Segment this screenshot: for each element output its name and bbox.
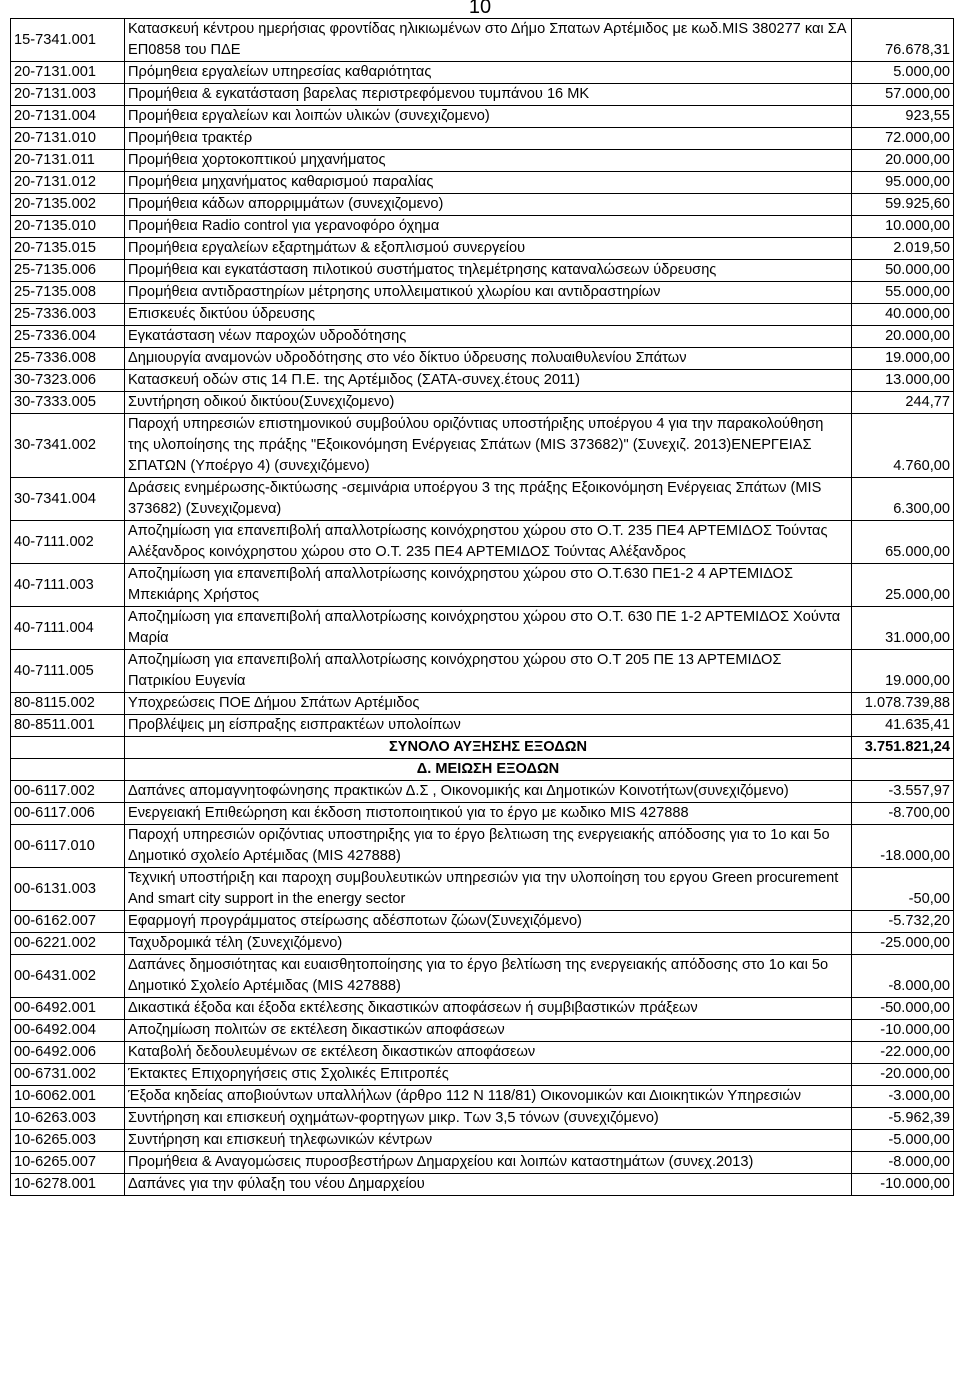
amount: 55.000,00 bbox=[852, 282, 954, 304]
amount: 6.300,00 bbox=[852, 478, 954, 521]
amount: -3.000,00 bbox=[852, 1086, 954, 1108]
total-row bbox=[11, 737, 954, 759]
amount: -20.000,00 bbox=[852, 1064, 954, 1086]
amount: -22.000,00 bbox=[852, 1042, 954, 1064]
description: Προμήθεια Radio control για γερανοφόρο όχημα bbox=[125, 216, 852, 238]
description: Προμήθεια εργαλείων εξαρτημάτων & εξοπλισμού συνεργείου bbox=[125, 238, 852, 260]
table-row bbox=[11, 650, 954, 693]
description: Επισκευές δικτύου ύδρευσης bbox=[125, 304, 852, 326]
table-row bbox=[11, 693, 954, 715]
table-row bbox=[11, 392, 954, 414]
table-row bbox=[11, 803, 954, 825]
account-code: 20-7131.004 bbox=[11, 106, 125, 128]
description: Παροχή υπηρεσιών επιστημονικού συμβούλου οριζόντιας υποστήριξης υποέργου 4 για την παρακολούθηση της υλοποίησης της πράξης "Εξοικονόμηση Ενέργειας Σπάτων (MIS 373682)" (Συνεχιζ. 2013)ΕΝΕΡΓΕΙΑΣ ΣΠΑΤΩΝ (Υποέργο 4) (συνεχιζόμενο) bbox=[125, 414, 852, 478]
account-code: 25-7135.008 bbox=[11, 282, 125, 304]
account-code: 20-7131.012 bbox=[11, 172, 125, 194]
table-row bbox=[11, 370, 954, 392]
account-code: 10-6278.001 bbox=[11, 1174, 125, 1196]
description: Αποζημίωση για επανεπιβολή απαλλοτρίωσης κοινόχρηστου χώρου στο Ο.Τ. 235 ΠΕ4 ΑΡΤΕΜΙΔΟΣ Τούντας Αλέξανδρος κοινόχρηστου χώρου στο Ο.Τ. 235 ΠΕ4 ΑΡΤΕΜΙΔΟΣ Τούντας Αλέξανδρος bbox=[125, 521, 852, 564]
table-row bbox=[11, 84, 954, 106]
amount: 2.019,50 bbox=[852, 238, 954, 260]
account-code: 30-7323.006 bbox=[11, 370, 125, 392]
table-row bbox=[11, 172, 954, 194]
table-row bbox=[11, 715, 954, 737]
amount: -8.700,00 bbox=[852, 803, 954, 825]
amount: 20.000,00 bbox=[852, 326, 954, 348]
table-row bbox=[11, 1064, 954, 1086]
description: Αποζημίωση για επανεπιβολή απαλλοτρίωσης κοινόχρηστου χώρου στο Ο.Τ.630 ΠΕ1-2 4 ΑΡΤΕΜΙΔΟΣ Μπεκιάρης Χρήστος bbox=[125, 564, 852, 607]
account-code: 40-7111.004 bbox=[11, 607, 125, 650]
account-code: 10-6265.007 bbox=[11, 1152, 125, 1174]
account-code: 30-7333.005 bbox=[11, 392, 125, 414]
section-amount-cell bbox=[852, 759, 954, 781]
account-code: 25-7336.004 bbox=[11, 326, 125, 348]
amount: 19.000,00 bbox=[852, 348, 954, 370]
table-row bbox=[11, 825, 954, 868]
amount: 923,55 bbox=[852, 106, 954, 128]
amount: 244,77 bbox=[852, 392, 954, 414]
amount: 57.000,00 bbox=[852, 84, 954, 106]
amount: -25.000,00 bbox=[852, 933, 954, 955]
account-code: 00-6131.003 bbox=[11, 868, 125, 911]
table-row bbox=[11, 128, 954, 150]
table-row bbox=[11, 911, 954, 933]
account-code: 10-6062.001 bbox=[11, 1086, 125, 1108]
account-code: 15-7341.001 bbox=[11, 19, 125, 62]
amount: -18.000,00 bbox=[852, 825, 954, 868]
table-row bbox=[11, 607, 954, 650]
table-row bbox=[11, 304, 954, 326]
description: Δικαστικά έξοδα και έξοδα εκτέλεσης δικαστικών αποφάσεων ή συμβιβαστικών πράξεων bbox=[125, 998, 852, 1020]
description: Προβλέψεις μη είσπραξης εισπρακτέων υπολοίπων bbox=[125, 715, 852, 737]
account-code: 00-6117.010 bbox=[11, 825, 125, 868]
description: Προμήθεια & εγκατάσταση βαρελας περιστρεφόμενου τυμπάνου 16 ΜΚ bbox=[125, 84, 852, 106]
account-code: 00-6117.002 bbox=[11, 781, 125, 803]
description: Προμήθεια αντιδραστηρίων μέτρησης υπολλειματικού χλωρίου και αντιδραστηρίων bbox=[125, 282, 852, 304]
account-code: 80-8115.002 bbox=[11, 693, 125, 715]
description: Εγκατάσταση νέων παροχών υδροδότησης bbox=[125, 326, 852, 348]
amount: 1.078.739,88 bbox=[852, 693, 954, 715]
description: Δαπάνες απομαγνητοφώνησης πρακτικών Δ.Σ , Οικονομικής και Δημοτικών Κοινοτήτων(συνεχιζόμενο) bbox=[125, 781, 852, 803]
table-row bbox=[11, 868, 954, 911]
amount: -50.000,00 bbox=[852, 998, 954, 1020]
amount: 31.000,00 bbox=[852, 607, 954, 650]
account-code: 00-6492.001 bbox=[11, 998, 125, 1020]
amount: 19.000,00 bbox=[852, 650, 954, 693]
description: Εφαρμογή προγράμματος στείρωσης αδέσποτων ζώων(Συνεχιζόμενο) bbox=[125, 911, 852, 933]
table-row bbox=[11, 216, 954, 238]
description: Προμήθεια κάδων απορριμμάτων (συνεχιζομενο) bbox=[125, 194, 852, 216]
account-code: 20-7135.015 bbox=[11, 238, 125, 260]
table-row bbox=[11, 19, 954, 62]
account-code: 00-6731.002 bbox=[11, 1064, 125, 1086]
description: Δράσεις ενημέρωσης-δικτύωσης -σεμινάρια υποέργου 3 της πράξης Εξοικονόμηση Ενέργειας Σπάτων (MIS 373682) (Συνεχιζομενα) bbox=[125, 478, 852, 521]
description: Αποζημίωση για επανεπιβολή απαλλοτρίωσης κοινόχρηστου χώρου στο Ο.Τ. 630 ΠΕ 1-2 ΑΡΤΕΜΙΔΟΣ Χούντα Μαρία bbox=[125, 607, 852, 650]
account-code: 30-7341.004 bbox=[11, 478, 125, 521]
description: Κατασκευή κέντρου ημερήσιας φροντίδας ηλικιωμένων στο Δήμο Σπατων Αρτέμιδος με κωδ.MIS 380277 και ΣΑ ΕΠ0858 του ΠΔΕ bbox=[125, 19, 852, 62]
description: Προμήθεια και εγκατάσταση πιλοτικού συστήματος τηλεμέτρησης καταναλώσεων ύδρευσης bbox=[125, 260, 852, 282]
amount: -8.000,00 bbox=[852, 955, 954, 998]
description: Υποχρεώσεις ΠΟΕ Δήμου Σπάτων Αρτέμιδος bbox=[125, 693, 852, 715]
account-code: 20-7135.010 bbox=[11, 216, 125, 238]
amount: 76.678,31 bbox=[852, 19, 954, 62]
description: Τεχνική υποστήριξη και παροχη συμβουλευτικών υπηρεσιών για την υλοποίηση του εργου Green procurement And smart city support in the energy sector bbox=[125, 868, 852, 911]
account-code: 20-7131.001 bbox=[11, 62, 125, 84]
amount: 72.000,00 bbox=[852, 128, 954, 150]
table-row bbox=[11, 933, 954, 955]
description: Ταχυδρομικά τέλη (Συνεχιζόμενο) bbox=[125, 933, 852, 955]
amount: -5.962,39 bbox=[852, 1108, 954, 1130]
description: Καταβολή δεδουλευμένων σε εκτέλεση δικαστικών αποφάσεων bbox=[125, 1042, 852, 1064]
table-row bbox=[11, 521, 954, 564]
account-code: 40-7111.002 bbox=[11, 521, 125, 564]
amount: -3.557,97 bbox=[852, 781, 954, 803]
description: Έξοδα κηδείας αποβιούντων υπαλλήλων (άρθρο 112 Ν 118/81) Οικονομικών και Διοικητικών Υπηρεσιών bbox=[125, 1086, 852, 1108]
account-code: 20-7135.002 bbox=[11, 194, 125, 216]
amount: 65.000,00 bbox=[852, 521, 954, 564]
amount: 95.000,00 bbox=[852, 172, 954, 194]
account-code: 00-6431.002 bbox=[11, 955, 125, 998]
table-row bbox=[11, 326, 954, 348]
table-row bbox=[11, 564, 954, 607]
table-row bbox=[11, 478, 954, 521]
description: Προμήθεια τρακτέρ bbox=[125, 128, 852, 150]
budget-rows-increase bbox=[11, 19, 954, 737]
description: Προμήθεια εργαλείων και λοιπών υλικών (συνεχιζομενο) bbox=[125, 106, 852, 128]
section-heading-row bbox=[11, 759, 954, 781]
table-row bbox=[11, 1108, 954, 1130]
table-row bbox=[11, 955, 954, 998]
account-code: 25-7336.003 bbox=[11, 304, 125, 326]
total-increase-block bbox=[11, 737, 954, 781]
amount: 5.000,00 bbox=[852, 62, 954, 84]
section-code-cell bbox=[11, 759, 125, 781]
account-code: 10-6263.003 bbox=[11, 1108, 125, 1130]
amount: 25.000,00 bbox=[852, 564, 954, 607]
page-number: 10 bbox=[468, 0, 492, 18]
description: Δαπάνες δημοσιότητας και ευαισθητοποίησης για το έργο βελτίωση της ενεργειακής απόδοσης στο 1ο και 5ο Δημοτικό Σχολείο Αρτέμιδας (MIS 427888) bbox=[125, 955, 852, 998]
amount: -10.000,00 bbox=[852, 1174, 954, 1196]
total-label: ΣΥΝΟΛΟ ΑΥΞΗΣΗΣ ΕΞΟΔΩΝ bbox=[125, 737, 852, 759]
amount: -5.732,20 bbox=[852, 911, 954, 933]
table-row bbox=[11, 348, 954, 370]
table-row bbox=[11, 414, 954, 478]
amount: -8.000,00 bbox=[852, 1152, 954, 1174]
description: Συντήρηση οδικού δικτύου(Συνεχιζομενο) bbox=[125, 392, 852, 414]
description: Παροχή υπηρεσιών οριζόντιας υποστηριξης για το έργο βελτιωση της ενεργειακής απόδοσης για το 1ο και 5ο Δημοτικό σχολείο Αρτέμιδας (MIS 427888) bbox=[125, 825, 852, 868]
account-code: 00-6117.006 bbox=[11, 803, 125, 825]
description: Πρόμηθεια εργαλείων υπηρεσίας καθαριότητας bbox=[125, 62, 852, 84]
amount: -10.000,00 bbox=[852, 1020, 954, 1042]
table-row bbox=[11, 282, 954, 304]
description: Συντήρηση και επισκευή τηλεφωνικών κέντρων bbox=[125, 1130, 852, 1152]
table-row bbox=[11, 1152, 954, 1174]
amount: 40.000,00 bbox=[852, 304, 954, 326]
budget-rows-decrease bbox=[11, 781, 954, 1196]
table-row bbox=[11, 238, 954, 260]
account-code: 00-6162.007 bbox=[11, 911, 125, 933]
account-code: 25-7336.008 bbox=[11, 348, 125, 370]
amount: 13.000,00 bbox=[852, 370, 954, 392]
table-row bbox=[11, 1130, 954, 1152]
account-code: 20-7131.003 bbox=[11, 84, 125, 106]
table-row bbox=[11, 194, 954, 216]
account-code: 30-7341.002 bbox=[11, 414, 125, 478]
account-code: 40-7111.005 bbox=[11, 650, 125, 693]
table-row bbox=[11, 998, 954, 1020]
amount: -5.000,00 bbox=[852, 1130, 954, 1152]
total-code-cell bbox=[11, 737, 125, 759]
account-code: 80-8511.001 bbox=[11, 715, 125, 737]
amount: 4.760,00 bbox=[852, 414, 954, 478]
table-row bbox=[11, 781, 954, 803]
amount: -50,00 bbox=[852, 868, 954, 911]
table-row bbox=[11, 1020, 954, 1042]
description: Δαπάνες για την φύλαξη του νέου Δημαρχείου bbox=[125, 1174, 852, 1196]
table-row bbox=[11, 260, 954, 282]
budget-table bbox=[10, 18, 954, 1196]
description: Δημιουργία αναμονών υδροδότησης στο νέο δίκτυο ύδρευσης πολυαιθυλενίου Σπάτων bbox=[125, 348, 852, 370]
table-row bbox=[11, 106, 954, 128]
account-code: 10-6265.003 bbox=[11, 1130, 125, 1152]
section-heading: Δ. ΜΕΙΩΣΗ ΕΞΟΔΩΝ bbox=[125, 759, 852, 781]
description: Έκτακτες Επιχορηγήσεις στις Σχολικές Επιτροπές bbox=[125, 1064, 852, 1086]
table-row bbox=[11, 1042, 954, 1064]
amount: 50.000,00 bbox=[852, 260, 954, 282]
table-row bbox=[11, 62, 954, 84]
table-row bbox=[11, 1174, 954, 1196]
account-code: 20-7131.010 bbox=[11, 128, 125, 150]
description: Αποζημίωση πολιτών σε εκτέλεση δικαστικών αποφάσεων bbox=[125, 1020, 852, 1042]
description: Προμήθεια μηχανήματος καθαρισμού παραλίας bbox=[125, 172, 852, 194]
account-code: 25-7135.006 bbox=[11, 260, 125, 282]
description: Ενεργειακή Επιθεώρηση και έκδοση πιστοποιητικού για το έργο με κωδικο MIS 427888 bbox=[125, 803, 852, 825]
account-code: 40-7111.003 bbox=[11, 564, 125, 607]
account-code: 20-7131.011 bbox=[11, 150, 125, 172]
table-row bbox=[11, 150, 954, 172]
description: Κατασκευή οδών στις 14 Π.Ε. της Αρτέμιδος (ΣΑΤΑ-συνεχ.έτους 2011) bbox=[125, 370, 852, 392]
description: Προμήθεια & Αναγομώσεις πυροσβεστήρων Δημαρχείου και λοιπών καταστημάτων (συνεχ.2013) bbox=[125, 1152, 852, 1174]
description: Συντήρηση και επισκευή οχημάτων-φορτηγων μικρ. Των 3,5 τόνων (συνεχιζόμενο) bbox=[125, 1108, 852, 1130]
amount: 20.000,00 bbox=[852, 150, 954, 172]
description: Αποζημίωση για επανεπιβολή απαλλοτρίωσης κοινόχρηστου χώρου στο Ο.Τ 205 ΠΕ 13 ΑΡΤΕΜΙΔΟΣ Πατρικίου Ευγενία bbox=[125, 650, 852, 693]
table-row bbox=[11, 1086, 954, 1108]
amount: 10.000,00 bbox=[852, 216, 954, 238]
amount: 41.635,41 bbox=[852, 715, 954, 737]
account-code: 00-6221.002 bbox=[11, 933, 125, 955]
account-code: 00-6492.004 bbox=[11, 1020, 125, 1042]
total-amount: 3.751.821,24 bbox=[852, 737, 954, 759]
description: Προμήθεια χορτοκοπτικού μηχανήματος bbox=[125, 150, 852, 172]
account-code: 00-6492.006 bbox=[11, 1042, 125, 1064]
amount: 59.925,60 bbox=[852, 194, 954, 216]
